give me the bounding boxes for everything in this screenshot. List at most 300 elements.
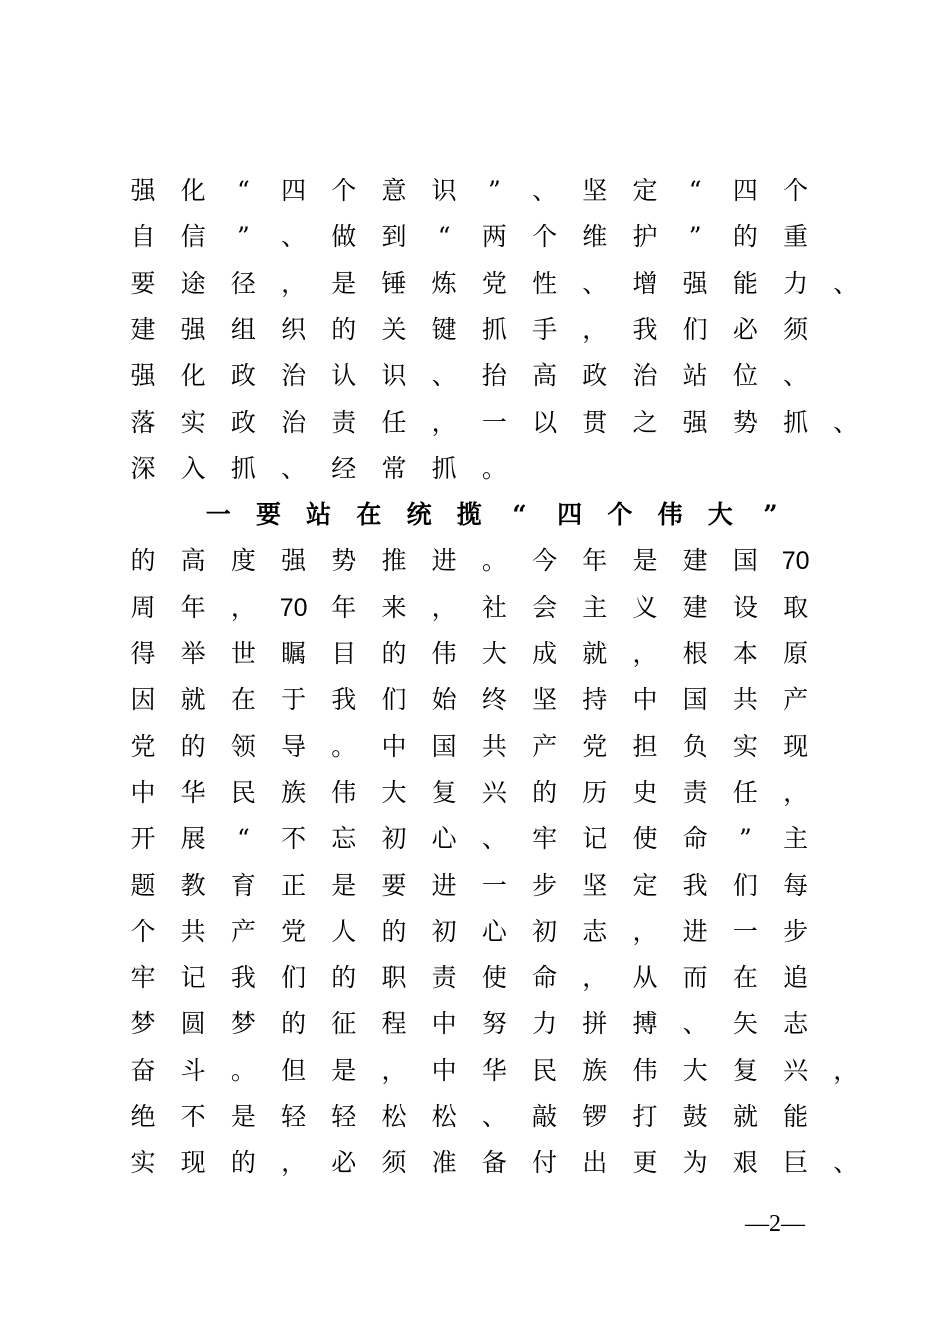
text-char: 强: [682, 268, 708, 298]
text-char: 势: [732, 407, 758, 437]
text-char: 矢: [732, 1009, 758, 1039]
text-char: 中: [431, 1009, 457, 1039]
text-char: 瞩: [281, 639, 307, 668]
text-char: 共: [732, 685, 758, 715]
text-char: 史: [632, 777, 658, 807]
text-char: 的: [732, 222, 758, 252]
text-char: 原: [783, 639, 809, 668]
text-char: 个: [783, 176, 809, 205]
text-char: ”: [688, 222, 702, 252]
text-char: ，: [281, 268, 307, 298]
text-char: “: [237, 176, 250, 205]
text-char: 记: [180, 963, 206, 993]
text-char: 在: [732, 963, 758, 993]
text-char: 是: [331, 870, 357, 900]
text-char: 治: [281, 407, 307, 437]
text-char: 到: [381, 222, 407, 252]
text-char: 举: [180, 639, 206, 668]
text-char: 的: [180, 731, 206, 761]
text-char: 须: [381, 1148, 407, 1178]
text-char: 四: [557, 500, 583, 530]
text-char: 任: [732, 777, 758, 807]
text-char: 终: [481, 685, 507, 715]
text-char: 为: [682, 1148, 708, 1178]
text-char: 年: [582, 546, 608, 576]
text-char: ”: [237, 222, 250, 252]
text-char: 的: [130, 546, 156, 576]
text-char: 松: [381, 1102, 407, 1131]
text-char: 一: [205, 500, 231, 530]
text-char: 志: [783, 1009, 809, 1039]
text-char: 、: [481, 1102, 507, 1131]
text-char: 化: [180, 176, 206, 205]
text-char: 党: [281, 916, 307, 946]
text-char: 民: [532, 1055, 558, 1085]
text-char: 要: [130, 268, 156, 298]
text-char: 复: [732, 1055, 758, 1085]
text-char: 而: [682, 963, 708, 993]
text-char: 的: [281, 1009, 307, 1039]
text-char: ”: [763, 500, 778, 530]
text-char: 艰: [732, 1148, 758, 1178]
text-char: 做: [331, 222, 357, 252]
text-char: 我: [331, 685, 357, 715]
text-char: 炼: [431, 268, 457, 298]
text-char: 之: [632, 407, 658, 437]
text-char: 程: [381, 1009, 407, 1039]
text-char: 是: [331, 268, 357, 298]
text-char: 一: [732, 916, 758, 946]
text-char: 责: [431, 963, 457, 993]
text-char: 、: [532, 176, 558, 205]
text-char: 是: [230, 1102, 256, 1131]
text-char: 深: [130, 453, 156, 483]
text-char: 志: [582, 916, 608, 946]
text-char: 、: [682, 1009, 708, 1039]
text-char: 但: [281, 1055, 307, 1085]
text-char: 中: [632, 685, 658, 715]
text-char: 党: [481, 268, 507, 298]
text-char: 正: [281, 870, 307, 900]
text-char: 力: [532, 1009, 558, 1039]
text-char: 抓: [230, 453, 256, 483]
text-char: 的: [381, 639, 407, 668]
text-char: 义: [632, 592, 658, 622]
text-char: ，: [632, 639, 658, 668]
text-char: ，: [582, 314, 608, 344]
text-char: ，: [632, 916, 658, 946]
text-char: 圆: [180, 1009, 206, 1039]
text-char: 牢: [532, 824, 558, 854]
text-char: 站: [306, 500, 332, 530]
text-char: ”: [488, 176, 501, 205]
text-char: 本: [732, 639, 758, 668]
text-char: 位: [732, 361, 758, 391]
text-char: 梦: [230, 1009, 256, 1039]
text-char: 自: [130, 222, 156, 252]
text-char: 政: [230, 361, 256, 391]
text-char: 们: [682, 314, 708, 344]
text-char: 持: [582, 685, 608, 715]
text-char: 度: [230, 546, 256, 576]
text-char: 化: [180, 361, 206, 391]
text-char: 大: [707, 500, 733, 530]
text-char: 抓: [481, 314, 507, 344]
text-char: “: [512, 500, 527, 530]
text-char: 始: [431, 685, 457, 715]
text-char: 强: [682, 407, 708, 437]
text-char: 责: [331, 407, 357, 437]
text-char: 更: [632, 1148, 658, 1178]
text-char: 取: [783, 592, 809, 622]
text-char: 中: [130, 777, 156, 807]
text-char: 们: [732, 870, 758, 900]
text-char: 抓: [431, 453, 457, 483]
text-char: 产: [532, 731, 558, 761]
text-char: 产: [783, 685, 809, 715]
text-char: 使: [632, 824, 658, 854]
text-char: 备: [481, 1148, 507, 1178]
text-char: 必: [331, 1148, 357, 1178]
text-char: 就: [180, 685, 206, 715]
text-char: 强: [281, 546, 307, 576]
text-char: 轻: [281, 1102, 307, 1131]
text-char: 伟: [431, 639, 457, 668]
text-char: 、: [481, 824, 507, 854]
text-char: 使: [481, 963, 507, 993]
text-char: 兴: [783, 1055, 809, 1085]
text-char: 任: [381, 407, 407, 437]
text-char: 中: [381, 731, 407, 761]
text-char: 性: [532, 268, 558, 298]
text-char: 、: [281, 453, 307, 483]
text-char: 责: [682, 777, 708, 807]
text-char: ，: [381, 1055, 407, 1085]
text-char: 途: [180, 268, 206, 298]
text-char: 落: [130, 407, 156, 437]
text-char: 国: [732, 546, 758, 576]
text-char: 定: [632, 870, 658, 900]
text-char: 的: [331, 963, 357, 993]
text-char: 大: [381, 777, 407, 807]
text-char: 的: [331, 314, 357, 344]
text-char: 键: [431, 314, 457, 344]
text-char: 打: [632, 1102, 658, 1131]
text-char: 入: [180, 453, 206, 483]
text-char: 担: [632, 731, 658, 761]
text-char: 进: [431, 546, 457, 576]
text-char: 轻: [331, 1102, 357, 1131]
text-char: 忘: [331, 824, 357, 854]
text-char: 揽: [456, 500, 482, 530]
text-char: 教: [180, 870, 206, 900]
text-char: 我: [682, 870, 708, 900]
text-char: 个: [331, 176, 357, 205]
text-char: 华: [481, 1055, 507, 1085]
text-char: ，: [230, 592, 256, 622]
text-char: 华: [180, 777, 206, 807]
text-char: 意: [381, 176, 407, 205]
text-char: 实: [180, 407, 206, 437]
text-char: 高: [532, 361, 558, 391]
text-char: 增: [632, 268, 658, 298]
text-char: 识: [431, 176, 457, 205]
text-char: 主: [783, 824, 809, 854]
text-char: 拼: [582, 1009, 608, 1039]
text-char: 伟: [632, 1055, 658, 1085]
text-char: 治: [632, 361, 658, 391]
text-char: 势: [331, 546, 357, 576]
text-char: 心: [431, 824, 457, 854]
text-char: 从: [632, 963, 658, 993]
text-char: “: [237, 824, 250, 854]
text-char: ，: [582, 963, 608, 993]
text-char: 初: [431, 916, 457, 946]
text-char: 鼓: [682, 1102, 708, 1131]
text-char: 产: [230, 916, 256, 946]
text-char: 绝: [130, 1102, 156, 1131]
text-char: 搏: [632, 1009, 658, 1039]
text-char: 准: [431, 1148, 457, 1178]
text-char: 个: [607, 500, 633, 530]
text-char: 信: [180, 222, 206, 252]
text-char: 定: [632, 176, 658, 205]
text-char: 们: [381, 685, 407, 715]
text-char: 推: [381, 546, 407, 576]
text-char: 建: [682, 546, 708, 576]
text-char: 努: [481, 1009, 507, 1039]
text-char: 的: [381, 916, 407, 946]
text-char: 党: [130, 731, 156, 761]
text-char: 。: [230, 1055, 256, 1085]
text-char: 认: [331, 361, 357, 391]
text-char: ，: [833, 1055, 859, 1085]
text-char: 族: [281, 777, 307, 807]
text-char: 实: [130, 1148, 156, 1178]
text-char: 要: [255, 500, 281, 530]
text-char: 坚: [532, 685, 558, 715]
text-char: 是: [632, 546, 658, 576]
text-char: 抬: [481, 361, 507, 391]
text-char: 今: [532, 546, 558, 576]
text-char: 强: [130, 361, 156, 391]
text-char: 我: [632, 314, 658, 344]
text-char: 70: [279, 593, 308, 622]
text-char: 大: [481, 639, 507, 668]
text-char: 导: [281, 731, 307, 761]
text-char: 育: [230, 870, 256, 900]
text-char: 现: [783, 731, 809, 761]
text-char: 兴: [481, 777, 507, 807]
text-char: 牢: [130, 963, 156, 993]
text-char: 个: [130, 916, 156, 946]
text-char: 重: [783, 222, 809, 252]
text-char: 、: [833, 268, 859, 298]
text-char: 治: [281, 361, 307, 391]
text-char: “: [688, 176, 702, 205]
text-char: 关: [381, 314, 407, 344]
text-char: 组: [230, 314, 256, 344]
text-char: 织: [281, 314, 307, 344]
text-char: 征: [331, 1009, 357, 1039]
text-char: 奋: [130, 1055, 156, 1085]
text-char: 大: [682, 1055, 708, 1085]
text-char: 强: [130, 176, 156, 205]
text-char: 政: [230, 407, 256, 437]
text-char: 心: [481, 916, 507, 946]
text-char: 须: [783, 314, 809, 344]
text-char: 周: [130, 592, 156, 622]
text-char: 年: [180, 592, 206, 622]
text-char: 就: [732, 1102, 758, 1131]
text-char: 党: [582, 731, 608, 761]
text-char: 目: [331, 639, 357, 668]
text-char: 伟: [657, 500, 683, 530]
text-char: 是: [331, 1055, 357, 1085]
text-char: 、: [833, 1148, 859, 1178]
text-char: 职: [381, 963, 407, 993]
text-char: ”: [739, 824, 752, 854]
text-char: 锤: [381, 268, 407, 298]
text-char: ，: [431, 407, 457, 437]
text-char: 抓: [783, 407, 809, 437]
text-char: 在: [230, 685, 256, 715]
text-char: 设: [732, 592, 758, 622]
text-char: 出: [582, 1148, 608, 1178]
text-char: 记: [582, 824, 608, 854]
text-char: 根: [682, 639, 708, 668]
text-char: 不: [281, 824, 307, 854]
text-char: 我: [230, 963, 256, 993]
text-char: 步: [532, 870, 558, 900]
text-char: 进: [682, 916, 708, 946]
text-char: 领: [230, 731, 256, 761]
text-char: 追: [783, 963, 809, 993]
text-char: 常: [381, 453, 407, 483]
text-char: 巨: [783, 1148, 809, 1178]
text-char: 国: [431, 731, 457, 761]
text-char: 命: [532, 963, 558, 993]
text-char: 的: [532, 777, 558, 807]
text-char: 站: [682, 361, 708, 391]
text-char: 四: [732, 176, 758, 205]
text-char: 会: [532, 592, 558, 622]
text-char: 社: [481, 592, 507, 622]
text-char: 要: [381, 870, 407, 900]
text-char: “: [437, 222, 451, 252]
text-char: 。: [331, 731, 357, 761]
text-char: 贯: [582, 407, 608, 437]
text-char: 每: [783, 870, 809, 900]
text-char: 高: [180, 546, 206, 576]
text-char: 四: [281, 176, 307, 205]
text-char: 梦: [130, 1009, 156, 1039]
text-char: 敲: [532, 1102, 558, 1131]
text-char: 命: [682, 824, 708, 854]
text-char: 建: [682, 592, 708, 622]
text-char: 实: [732, 731, 758, 761]
text-char: 强: [180, 314, 206, 344]
text-char: 共: [180, 916, 206, 946]
text-char: 识: [381, 361, 407, 391]
text-char: 斗: [180, 1055, 206, 1085]
text-char: 一: [481, 407, 507, 437]
page-number: —2—: [745, 1211, 805, 1237]
text-char: 来: [381, 592, 407, 622]
text-char: 松: [431, 1102, 457, 1131]
text-char: 年: [331, 592, 357, 622]
text-char: 族: [582, 1055, 608, 1085]
text-char: 的: [230, 1148, 256, 1178]
text-char: 在: [356, 500, 382, 530]
text-char: 坚: [582, 176, 608, 205]
text-char: 、: [833, 407, 859, 437]
text-char: 、: [281, 222, 307, 252]
text-char: 能: [783, 1102, 809, 1131]
text-char: 于: [281, 685, 307, 715]
text-char: 经: [331, 453, 357, 483]
text-char: 步: [783, 916, 809, 946]
text-char: 初: [381, 824, 407, 854]
text-char: 建: [130, 314, 156, 344]
text-char: 展: [180, 824, 206, 854]
text-char: 手: [532, 314, 558, 344]
text-char: 、: [783, 361, 809, 391]
text-char: 70: [781, 547, 810, 576]
text-char: 现: [180, 1148, 206, 1178]
text-char: 成: [532, 639, 558, 668]
text-char: 个: [532, 222, 558, 252]
text-char: 民: [230, 777, 256, 807]
text-char: 中: [431, 1055, 457, 1085]
text-char: 就: [582, 639, 608, 668]
text-char: 、: [582, 268, 608, 298]
text-char: 维: [582, 222, 608, 252]
text-char: 政: [582, 361, 608, 391]
text-char: 一: [481, 870, 507, 900]
text-char: 得: [130, 639, 156, 668]
text-char: 历: [582, 777, 608, 807]
text-char: 付: [532, 1148, 558, 1178]
text-char: 两: [481, 222, 507, 252]
text-char: 人: [331, 916, 357, 946]
text-char: 世: [230, 639, 256, 668]
text-char: 径: [230, 268, 256, 298]
text-char: 因: [130, 685, 156, 715]
text-char: 。: [481, 453, 507, 483]
text-char: 主: [582, 592, 608, 622]
text-char: 题: [130, 870, 156, 900]
text-char: 共: [481, 731, 507, 761]
text-char: 、: [431, 361, 457, 391]
text-char: 坚: [582, 870, 608, 900]
text-char: 国: [682, 685, 708, 715]
text-char: ，: [783, 777, 809, 807]
text-char: 负: [682, 731, 708, 761]
text-char: 不: [180, 1102, 206, 1131]
text-char: ，: [431, 592, 457, 622]
text-char: 锣: [582, 1102, 608, 1131]
text-char: 进: [431, 870, 457, 900]
text-char: ，: [281, 1148, 307, 1178]
text-char: 护: [632, 222, 658, 252]
text-char: 以: [532, 407, 558, 437]
text-char: 开: [130, 824, 156, 854]
text-char: 。: [481, 546, 507, 576]
text-char: 们: [281, 963, 307, 993]
text-char: 统: [406, 500, 432, 530]
text-char: 必: [732, 314, 758, 344]
